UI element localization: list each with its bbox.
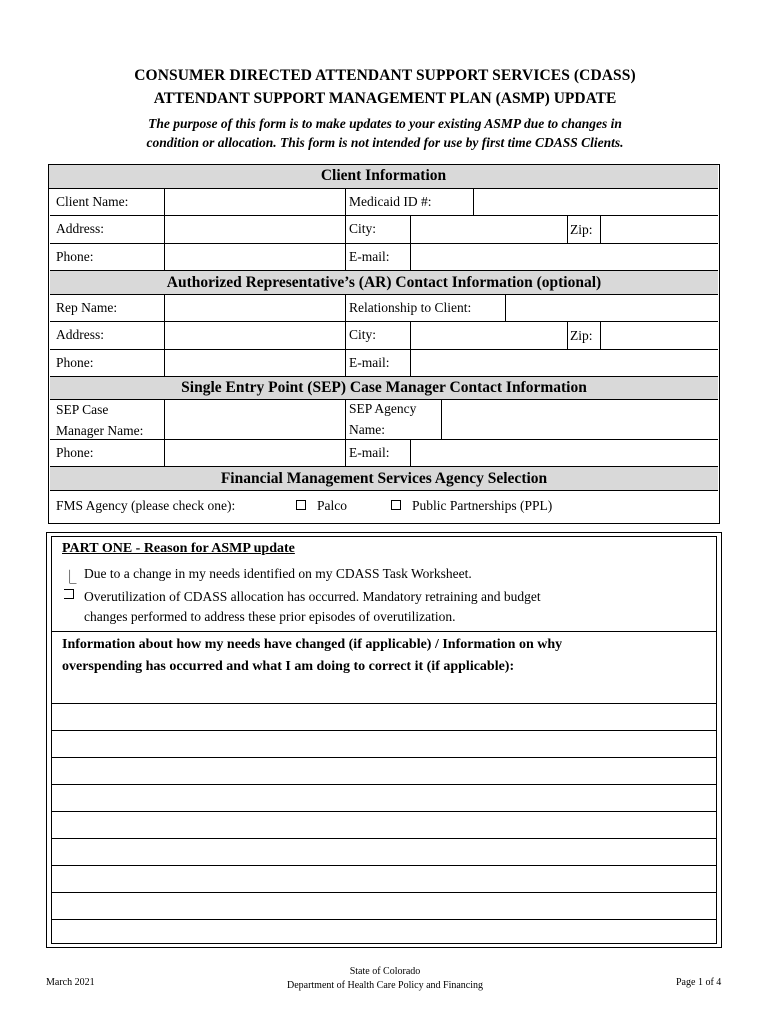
purpose-line1: The purpose of this form is to make updates to your existing ASMP due to changes in — [148, 116, 622, 131]
ppl-checkbox-icon[interactable] — [391, 500, 401, 510]
fms-heading-text: Financial Management Services Agency Selection — [220, 470, 548, 487]
rep-phone-field[interactable] — [165, 350, 344, 375]
reason-needs-change: Due to a change in my needs identified on my CDASS Task Worksheet. — [84, 566, 472, 581]
footer-page-number: Page 1 of 4 — [676, 977, 722, 988]
palco-label: Palco — [317, 498, 347, 513]
client-city-field[interactable] — [411, 216, 566, 242]
rep-city-label: City: — [349, 327, 377, 342]
rep-address-label: Address: — [56, 327, 104, 342]
rep-name-field[interactable] — [165, 296, 344, 320]
rep-address-field[interactable] — [165, 322, 344, 348]
checkbox-icon[interactable] — [64, 589, 74, 599]
sep-email-field[interactable] — [411, 440, 717, 465]
relationship-label: Relationship to Client: — [349, 300, 472, 315]
form-title-line2: ATTENDANT SUPPORT MANAGEMENT PLAN (ASMP) UPDATE — [153, 90, 617, 107]
client-email-label: E-mail: — [349, 249, 390, 264]
rep-zip-field[interactable] — [601, 322, 717, 348]
rep-email-label: E-mail: — [349, 355, 390, 370]
rep-phone-label: Phone: — [56, 355, 94, 370]
footer-department: Department of Health Care Policy and Financing — [286, 980, 484, 991]
reason-overutilization-line1: Overutilization of CDASS allocation has occurred. Mandatory retraining and budget — [84, 589, 541, 604]
rep-name-label: Rep Name: — [56, 300, 118, 315]
fms-heading — [50, 466, 718, 491]
client-info-heading-text: Client Information — [320, 167, 447, 184]
ppl-label: Public Partnerships (PPL) — [412, 498, 553, 513]
sep-agency-label-line2: Name: — [349, 422, 385, 437]
sep-case-manager-label-line1: SEP Case — [56, 402, 109, 417]
client-name-field[interactable] — [165, 189, 344, 214]
rep-city-field[interactable] — [411, 322, 566, 348]
rep-email-field[interactable] — [411, 350, 717, 375]
client-name-label: Client Name: — [56, 194, 129, 209]
client-phone-label: Phone: — [56, 249, 94, 264]
client-phone-field[interactable] — [165, 244, 344, 269]
sep-info-heading — [50, 376, 718, 400]
rep-zip-label: Zip: — [570, 328, 593, 343]
info-prompt-line1: Information about how my needs have changed (if applicable) / Information on why — [62, 637, 563, 652]
sep-phone-label: Phone: — [56, 445, 94, 460]
sep-case-manager-label-line2: Manager Name: — [56, 423, 144, 438]
client-address-label: Address: — [56, 221, 104, 236]
medicaid-id-field[interactable] — [474, 189, 717, 214]
sep-phone-field[interactable] — [165, 440, 344, 465]
client-info-heading — [49, 165, 718, 189]
checkbox-icon[interactable]: ⎿ — [63, 570, 77, 586]
palco-checkbox-icon[interactable] — [296, 500, 306, 510]
fms-prompt: FMS Agency (please check one): — [56, 498, 236, 513]
client-zip-field[interactable] — [601, 216, 717, 242]
footer-date: March 2021 — [46, 977, 95, 988]
purpose-line2: condition or allocation. This form is not intended for use by first time CDASS Clients. — [146, 135, 624, 150]
reason-overutilization-line2: changes performed to address these prior episodes of overutilization. — [84, 609, 456, 624]
part-one-title: PART ONE - Reason for ASMP update — [62, 541, 295, 556]
relationship-field[interactable] — [506, 296, 717, 320]
sep-case-manager-field[interactable] — [165, 401, 344, 438]
sep-agency-label-line1: SEP Agency — [349, 401, 417, 416]
medicaid-id-label: Medicaid ID #: — [349, 194, 432, 209]
info-prompt-line2: overspending has occurred and what I am doing to correct it (if applicable): — [62, 659, 515, 674]
client-city-label: City: — [349, 221, 377, 236]
sep-info-heading-text: Single Entry Point (SEP) Case Manager Contact Information — [181, 379, 587, 396]
sep-agency-field[interactable] — [442, 401, 717, 438]
client-zip-label: Zip: — [570, 222, 593, 237]
rep-info-heading — [50, 270, 718, 295]
sep-email-label: E-mail: — [349, 445, 390, 460]
explanation-text-area[interactable] — [52, 704, 716, 943]
footer-state: State of Colorado — [349, 966, 421, 977]
form-title-line1: CONSUMER DIRECTED ATTENDANT SUPPORT SERVICES (CDASS) — [134, 67, 636, 84]
client-email-field[interactable] — [411, 244, 717, 269]
client-address-field[interactable] — [165, 216, 344, 242]
rep-info-heading-text: Authorized Representative’s (AR) Contact Information (optional) — [166, 274, 602, 291]
